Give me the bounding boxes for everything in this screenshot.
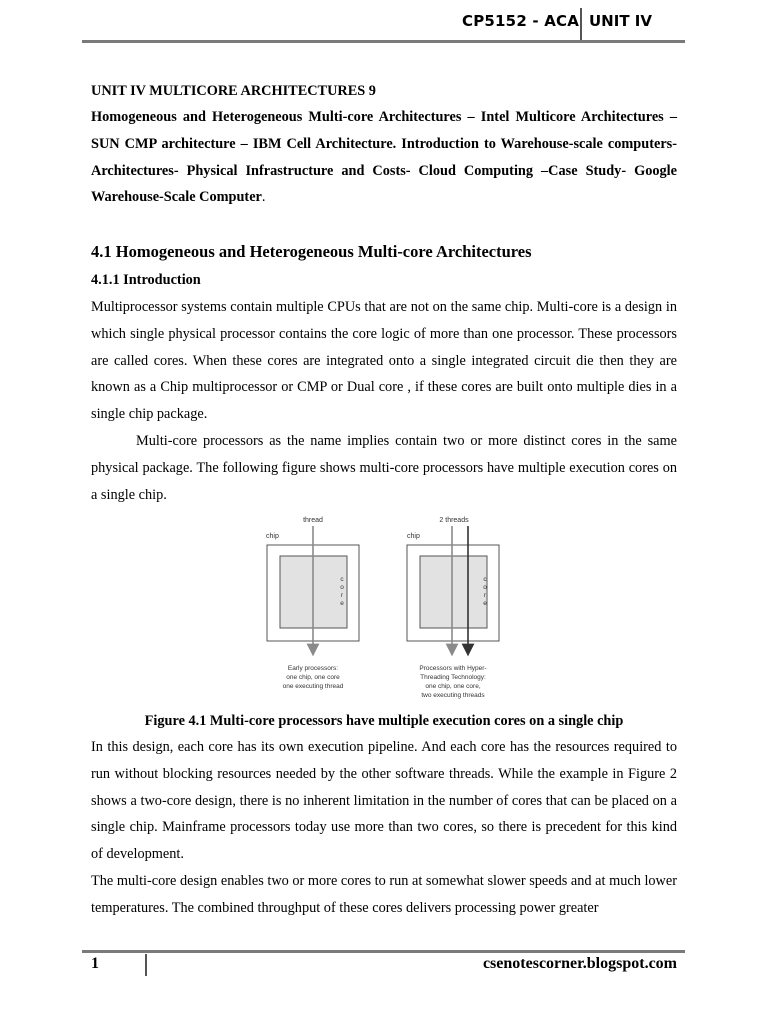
syllabus-end: . bbox=[261, 189, 266, 206]
header-rule bbox=[82, 40, 685, 43]
left-caption-line-2: one chip, one core bbox=[286, 674, 340, 681]
page-number: 1 bbox=[91, 955, 99, 972]
right-core-letter-4: e bbox=[483, 600, 487, 607]
syllabus-text: Homogeneous and Heterogeneous Multi-core Architectures – Intel Multicore Architectures –SUN CMP architecture – IBM Cell Architecture. Introduction to Warehouse-scale computers- Architectures- Physical Infrastructure and Costs- Cloud Computing –Case Study- Google Warehouse-Scale Computer bbox=[91, 109, 677, 206]
subsection-heading: 4.1.1 Introduction bbox=[91, 272, 201, 288]
paragraph-multicore: Multi-core processors as the name implies contain two or more distinct cores in the same physical package. The following figure shows multi-core processors have multiple execution cores on a single chip. bbox=[91, 433, 677, 503]
left-core-letter-1: c bbox=[340, 576, 344, 583]
left-chip-label: chip bbox=[266, 533, 279, 540]
footer-site-link[interactable]: csenotescorner.blogspot.com bbox=[482, 955, 677, 972]
right-core-box bbox=[420, 556, 487, 628]
left-core-letter-2: o bbox=[340, 584, 344, 591]
right-core-letter-1: c bbox=[483, 576, 487, 583]
left-core-letter-3: r bbox=[340, 592, 344, 599]
header-unit: UNIT IV bbox=[589, 12, 652, 30]
left-caption-line-3: one executing thread bbox=[282, 683, 344, 690]
right-core-letter-3: r bbox=[483, 592, 487, 599]
header-course-code: CP5152 - ACA bbox=[462, 12, 580, 30]
right-caption-line-3: one chip, one core, bbox=[425, 683, 481, 690]
right-core-letter-2: o bbox=[483, 584, 487, 591]
right-threads-label: 2 threads bbox=[439, 517, 469, 524]
right-caption-line-4: two executing threads bbox=[421, 692, 485, 699]
left-core-letter-4: e bbox=[340, 600, 344, 607]
section-heading: 4.1 Homogeneous and Heterogeneous Multi-core Architectures bbox=[91, 242, 532, 261]
right-chip-label: chip bbox=[407, 533, 420, 540]
right-diagram bbox=[407, 517, 499, 699]
paragraph-throughput: The multi-core design enables two or more cores to run at somewhat slower speeds and at much lower temperatures. The combined throughput of these cores delivers processing power greater bbox=[91, 873, 677, 916]
left-diagram bbox=[266, 517, 359, 690]
figure-caption: Figure 4.1 Multi-core processors have multiple execution cores on a single chip bbox=[144, 713, 624, 729]
footer-rule bbox=[82, 950, 685, 953]
paragraph-intro: Multiprocessor systems contain multiple CPUs that are not on the same chip. Multi-core is a design in which single physical processor contains the core logic of more than one processor. These processors are called cores. When these cores are integrated onto a single integrated circuit die then they are known as a Chip multiprocessor or CMP or Dual core , if these cores are built onto multiple dies in a single chip package. bbox=[91, 299, 677, 423]
syllabus-paragraph bbox=[91, 104, 677, 211]
left-thread-label: thread bbox=[303, 517, 323, 524]
multicore-figure bbox=[255, 510, 515, 705]
header-separator bbox=[580, 8, 582, 40]
paragraph-design: In this design, each core has its own execution pipeline. And each core has the resources required to run without blocking resources needed by the other software threads. While the example in Figure 2 shows a two-core design, there is no inherent limitation in the number of cores that can be placed on a single chip. Mainframe processors today use more than two cores, so there is precedent for this kind of development. bbox=[91, 739, 677, 863]
right-caption-line-2: Threading Technology: bbox=[420, 674, 486, 681]
footer-separator bbox=[145, 954, 147, 976]
right-caption-line-1: Processors with Hyper- bbox=[419, 665, 487, 672]
left-caption-line-1: Early processors: bbox=[287, 665, 339, 672]
unit-title: UNIT IV MULTICORE ARCHITECTURES 9 bbox=[91, 83, 376, 99]
